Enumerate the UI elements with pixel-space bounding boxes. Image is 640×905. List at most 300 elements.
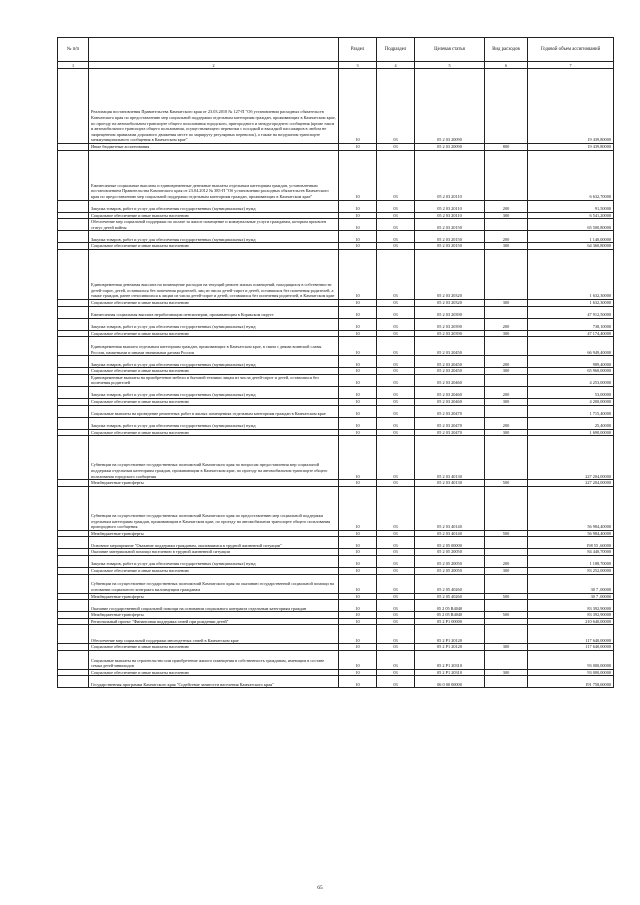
row-expense-type-cell: 300 bbox=[485, 398, 528, 405]
table-row bbox=[58, 69, 614, 144]
row-name-cell: Межбюджетные трансферты bbox=[89, 530, 339, 537]
row-name-cell: Единовременная денежная выплата на возмещение расходов на текущий ремонт жилых помещений, находящихся в собственности детей-сирот, детей, оставшихся без попечения родителей, лиц из числа детей-сирот и детей, оставшихся без попечения родителей, а также граждан, ранее относившихся к лицам из числа детей-сирот и детей, оставшихся без попечения родителей, в Камчатском крае bbox=[89, 249, 339, 299]
table-row bbox=[58, 530, 614, 537]
row-section-cell: 10 bbox=[339, 417, 377, 429]
row-amount-cell: 84 440,70000 bbox=[528, 549, 614, 556]
table-row bbox=[58, 669, 614, 676]
row-section-cell: 10 bbox=[339, 306, 377, 318]
row-section-cell: 10 bbox=[339, 69, 377, 144]
table-row bbox=[58, 356, 614, 368]
row-target-item-cell: 05 2 03 20150 bbox=[415, 219, 485, 231]
row-expense-type-cell bbox=[485, 600, 528, 612]
row-name-cell: Межбюджетные трансферты bbox=[89, 480, 339, 487]
row-expense-type-cell: 300 bbox=[485, 644, 528, 651]
row-target-item-cell: 05 2 03 20390 bbox=[415, 318, 485, 330]
table-row bbox=[58, 368, 614, 375]
row-section-cell: 10 bbox=[339, 200, 377, 212]
column-number: 4 bbox=[377, 62, 415, 69]
row-subsection-cell: 03 bbox=[377, 549, 415, 556]
row-subsection-cell: 03 bbox=[377, 530, 415, 537]
row-name-cell: Социальное обеспечение и иные выплаты населению bbox=[89, 212, 339, 219]
row-section-cell: 10 bbox=[339, 567, 377, 574]
row-name-cell: Ежемесячные социальные выплаты и единовременные денежные выплаты отдельным категориям граждан, установленным постановлением Правительства Камчатского края от 23.04.2012 № 385-П "Об установлении расходных обязательств Камчатского края по предоставлению мер социальной поддержки отдельным категориям граждан, проживающих в Камчатском крае" bbox=[89, 150, 339, 200]
row-subsection-cell: 03 bbox=[377, 436, 415, 480]
row-expense-type-cell: 200 bbox=[485, 555, 528, 567]
row-name-cell: Закупка товаров, работ и услуг для обеспечения государственных (муниципальных) нужд bbox=[89, 417, 339, 429]
row-expense-type-cell: 300 bbox=[485, 212, 528, 219]
row-subsection-cell: 03 bbox=[377, 318, 415, 330]
row-target-item-cell: 05 2 03 20320 bbox=[415, 299, 485, 306]
row-number-cell bbox=[58, 249, 89, 299]
row-expense-type-cell: 800 bbox=[485, 144, 528, 151]
row-subsection-cell: 03 bbox=[377, 480, 415, 487]
row-section-cell: 10 bbox=[339, 219, 377, 231]
row-section-cell: 10 bbox=[339, 144, 377, 151]
row-name-cell: Субвенции на осуществление государственных полномочий Камчатского края по вопросам предоставления мер социальной поддержки отдельным категориям граждан, проживающим в Камчатском крае, по проезду на автомобильном транспорте общего пользования городского сообщения bbox=[89, 436, 339, 480]
row-target-item-cell: 05 2 05 20050 bbox=[415, 549, 485, 556]
row-amount-cell: 91,50000 bbox=[528, 200, 614, 212]
row-number-cell bbox=[58, 537, 89, 549]
row-section-cell: 10 bbox=[339, 436, 377, 480]
row-target-item-cell: 05 2 03 20470 bbox=[415, 405, 485, 417]
row-name-cell: Социальное обеспечение и иные выплаты населению bbox=[89, 299, 339, 306]
row-name-cell: Социальное обеспечение и иные выплаты населению bbox=[89, 644, 339, 651]
row-expense-type-cell: 300 bbox=[485, 299, 528, 306]
table-row bbox=[58, 567, 614, 574]
table-row bbox=[58, 249, 614, 299]
row-section-cell: 10 bbox=[339, 368, 377, 375]
row-number-cell bbox=[58, 574, 89, 593]
row-subsection-cell: 03 bbox=[377, 405, 415, 417]
row-name-cell: Основное мероприятие "Оказание поддержки гражданам, оказавшимся в трудной жизненной ситуации" bbox=[89, 537, 339, 549]
row-number-cell bbox=[58, 69, 89, 144]
row-section-cell: 10 bbox=[339, 356, 377, 368]
row-amount-cell: 989,40000 bbox=[528, 356, 614, 368]
table-row bbox=[58, 574, 614, 593]
row-target-item-cell: 05 2 05 R4040 bbox=[415, 600, 485, 612]
row-expense-type-cell bbox=[485, 618, 528, 625]
row-subsection-cell: 03 bbox=[377, 368, 415, 375]
row-name-cell: Государственная программа Камчатского края "Содействие занятости населения Камчатского края" bbox=[89, 676, 339, 688]
table-row bbox=[58, 144, 614, 151]
row-section-cell: 10 bbox=[339, 249, 377, 299]
row-amount-cell: 66 949,40000 bbox=[528, 337, 614, 356]
row-subsection-cell: 03 bbox=[377, 337, 415, 356]
row-section-cell: 10 bbox=[339, 625, 377, 644]
row-target-item-cell: 05 2 03 20460 bbox=[415, 398, 485, 405]
row-number-cell bbox=[58, 530, 89, 537]
row-section-cell: 10 bbox=[339, 644, 377, 651]
row-target-item-cell: 05 2 03 20450 bbox=[415, 368, 485, 375]
row-name-cell: Закупка товаров, работ и услуг для обеспечения государственных (муниципальных) нужд bbox=[89, 318, 339, 330]
row-amount-cell: 19 439,80000 bbox=[528, 69, 614, 144]
row-name-cell: Реализация постановления Правительства Камчатского края от 23.03.2010 № 127-П "Об установлении расходных обязательств Камчатского края по предоставлению мер социальной поддержки отдельным категориям граждан, проживающих в Камчатском крае, по проезду на автомобильном транспорте общего пользования городского, пригородного и междугороднего сообщения (кроме такси и автомобильного транспорта общего пользования, осуществляющего перевозки с посадкой и высадкой пассажиров в любом не запрещенном правилами дорожного движения месте по маршруту регулярных перевозок), а также на воздушном транспорте межмуниципального сообщения в Камчатском крае" bbox=[89, 69, 339, 144]
row-subsection-cell: 03 bbox=[377, 374, 415, 386]
row-expense-type-cell bbox=[485, 574, 528, 593]
row-subsection-cell: 03 bbox=[377, 144, 415, 151]
row-name-cell: Единовременные выплаты на приобретение мебели и бытовой техники лицам из числа детей-сирот и детей, оставшихся без попечения родителей bbox=[89, 374, 339, 386]
row-name-cell: Межбюджетные трансферты bbox=[89, 612, 339, 619]
row-expense-type-cell: 300 bbox=[485, 243, 528, 250]
row-name-cell: Социальные выплаты на проведение ремонтных работ в жилых помещениях отдельным категориям граждан в Камчатском крае bbox=[89, 405, 339, 417]
table-row bbox=[58, 593, 614, 600]
row-number-cell bbox=[58, 555, 89, 567]
row-expense-type-cell: 200 bbox=[485, 417, 528, 429]
row-expense-type-cell: 200 bbox=[485, 318, 528, 330]
row-number-cell bbox=[58, 644, 89, 651]
row-amount-cell: 64 360,80000 bbox=[528, 243, 614, 250]
row-number-cell bbox=[58, 200, 89, 212]
row-number-cell bbox=[58, 405, 89, 417]
row-name-cell: Закупка товаров, работ и услуг для обеспечения государственных (муниципальных) нужд bbox=[89, 200, 339, 212]
row-amount-cell: 65 960,00000 bbox=[528, 368, 614, 375]
row-number-cell bbox=[58, 429, 89, 436]
table-row bbox=[58, 386, 614, 398]
row-subsection-cell: 03 bbox=[377, 231, 415, 243]
row-target-item-cell: 05 2 P1 20120 bbox=[415, 625, 485, 644]
row-name-cell: Социальное обеспечение и иные выплаты населению bbox=[89, 243, 339, 250]
row-target-item-cell: 05 2 03 20470 bbox=[415, 417, 485, 429]
table-row bbox=[58, 330, 614, 337]
row-target-item-cell: 05 2 03 20460 bbox=[415, 374, 485, 386]
row-expense-type-cell bbox=[485, 537, 528, 549]
row-subsection-cell: 03 bbox=[377, 574, 415, 593]
table-row bbox=[58, 200, 614, 212]
row-section-cell: 10 bbox=[339, 386, 377, 398]
row-number-cell bbox=[58, 374, 89, 386]
row-target-item-cell: 05 2 P1 00000 bbox=[415, 618, 485, 625]
row-amount-cell: 4 200,00000 bbox=[528, 398, 614, 405]
row-number-cell bbox=[58, 618, 89, 625]
row-amount-cell: 1 632,30000 bbox=[528, 249, 614, 299]
row-number-cell bbox=[58, 480, 89, 487]
row-target-item-cell: 06 0 00 00000 bbox=[415, 676, 485, 688]
table-row bbox=[58, 644, 614, 651]
row-name-cell: Оказание материальной помощи населению в трудной жизненной ситуации bbox=[89, 549, 339, 556]
row-number-cell bbox=[58, 144, 89, 151]
row-number-cell bbox=[58, 650, 89, 669]
row-subsection-cell: 03 bbox=[377, 537, 415, 549]
row-expense-type-cell bbox=[485, 549, 528, 556]
row-number-cell bbox=[58, 417, 89, 429]
row-amount-cell: 47 174,40000 bbox=[528, 330, 614, 337]
row-number-cell bbox=[58, 486, 89, 530]
row-amount-cell: 83 392,90000 bbox=[528, 612, 614, 619]
row-target-item-cell: 05 2 03 20450 bbox=[415, 356, 485, 368]
row-target-item-cell: 05 2 05 40260 bbox=[415, 593, 485, 600]
row-section-cell: 10 bbox=[339, 593, 377, 600]
row-amount-cell: 1 632,30000 bbox=[528, 299, 614, 306]
row-name-cell: Социальное обеспечение и иные выплаты населению bbox=[89, 368, 339, 375]
row-expense-type-cell bbox=[485, 436, 528, 480]
row-number-cell bbox=[58, 150, 89, 200]
row-section-cell: 10 bbox=[339, 650, 377, 669]
header-target-item: Целевая статья bbox=[415, 38, 485, 62]
row-expense-type-cell bbox=[485, 650, 528, 669]
row-amount-cell: 198 55 ,60000 bbox=[528, 537, 614, 549]
table-row bbox=[58, 486, 614, 530]
row-amount-cell: 19 439,80000 bbox=[528, 144, 614, 151]
table-row bbox=[58, 612, 614, 619]
row-amount-cell: 1 140,00000 bbox=[528, 231, 614, 243]
table-row bbox=[58, 150, 614, 200]
row-subsection-cell: 03 bbox=[377, 618, 415, 625]
row-subsection-cell: 03 bbox=[377, 612, 415, 619]
table-row bbox=[58, 555, 614, 567]
table-row bbox=[58, 299, 614, 306]
row-subsection-cell: 03 bbox=[377, 644, 415, 651]
row-number-cell bbox=[58, 398, 89, 405]
table-row bbox=[58, 625, 614, 644]
row-name-cell: Субвенции на осуществление государственных полномочий Камчатского края по предоставлению мер социальной поддержки отдельным категориям граждан, проживающим в Камчатском крае, по проезду на автомобильном транспорте общего пользования пригородного сообщения bbox=[89, 486, 339, 530]
row-amount-cell: 227 204,00000 bbox=[528, 436, 614, 480]
table-row bbox=[58, 429, 614, 436]
row-expense-type-cell: 500 bbox=[485, 530, 528, 537]
row-name-cell: Иные бюджетные ассигнования bbox=[89, 144, 339, 151]
row-section-cell: 10 bbox=[339, 486, 377, 530]
row-expense-type-cell bbox=[485, 150, 528, 200]
row-target-item-cell: 05 2 03 20110 bbox=[415, 200, 485, 212]
row-expense-type-cell bbox=[485, 219, 528, 231]
row-section-cell: 10 bbox=[339, 549, 377, 556]
table-body bbox=[58, 69, 614, 688]
row-number-cell bbox=[58, 600, 89, 612]
row-target-item-cell: 05 2 05 00000 bbox=[415, 537, 485, 549]
row-target-item-cell: 05 2 03 20110 bbox=[415, 212, 485, 219]
row-name-cell: Социальное обеспечение и иные выплаты населению bbox=[89, 398, 339, 405]
row-subsection-cell: 03 bbox=[377, 650, 415, 669]
column-number: 7 bbox=[528, 62, 614, 69]
row-amount-cell: 56 984,40000 bbox=[528, 486, 614, 530]
row-amount-cell: 210 640,00000 bbox=[528, 618, 614, 625]
row-name-cell: Социальное обеспечение и иные выплаты населению bbox=[89, 669, 339, 676]
row-amount-cell: 117 640,00000 bbox=[528, 644, 614, 651]
row-name-cell: Закупка товаров, работ и услуг для обеспечения государственных (муниципальных) нужд bbox=[89, 386, 339, 398]
row-expense-type-cell: 200 bbox=[485, 356, 528, 368]
row-expense-type-cell bbox=[485, 486, 528, 530]
row-expense-type-cell bbox=[485, 306, 528, 318]
header-subsection: Подраздел bbox=[377, 38, 415, 62]
row-expense-type-cell: 200 bbox=[485, 386, 528, 398]
row-target-item-cell: 05 2 05 20050 bbox=[415, 555, 485, 567]
row-name-cell: Обеспечение мер социальной поддержки по оплате за жилое помещение и коммунальные услуги гражданам, которым присвоен статус детей войны bbox=[89, 219, 339, 231]
table-row bbox=[58, 436, 614, 480]
row-target-item-cell: 05 2 03 20390 bbox=[415, 330, 485, 337]
header-section: Раздел bbox=[339, 38, 377, 62]
row-expense-type-cell: 500 bbox=[485, 593, 528, 600]
row-section-cell: 10 bbox=[339, 555, 377, 567]
row-subsection-cell: 03 bbox=[377, 676, 415, 688]
row-number-cell bbox=[58, 219, 89, 231]
row-name-cell: Закупка товаров, работ и услуг для обеспечения государственных (муниципальных) нужд bbox=[89, 555, 339, 567]
row-subsection-cell: 03 bbox=[377, 429, 415, 436]
row-number-cell bbox=[58, 436, 89, 480]
row-amount-cell: 65 500,80000 bbox=[528, 219, 614, 231]
table-row bbox=[58, 212, 614, 219]
row-amount-cell: 1 690,00000 bbox=[528, 429, 614, 436]
row-number-cell bbox=[58, 318, 89, 330]
table-row bbox=[58, 306, 614, 318]
row-target-item-cell: 05 2 03 40130 bbox=[415, 436, 485, 480]
row-expense-type-cell: 500 bbox=[485, 612, 528, 619]
row-number-cell bbox=[58, 330, 89, 337]
column-number: 1 bbox=[58, 62, 89, 69]
row-expense-type-cell bbox=[485, 337, 528, 356]
row-subsection-cell: 03 bbox=[377, 386, 415, 398]
row-section-cell: 10 bbox=[339, 150, 377, 200]
row-expense-type-cell bbox=[485, 249, 528, 299]
row-amount-cell: 6 632,70000 bbox=[528, 150, 614, 200]
row-number-cell bbox=[58, 306, 89, 318]
table-row bbox=[58, 676, 614, 688]
row-amount-cell: 30 7 ,00000 bbox=[528, 593, 614, 600]
row-amount-cell: 1 715,40000 bbox=[528, 405, 614, 417]
row-number-cell bbox=[58, 299, 89, 306]
row-subsection-cell: 03 bbox=[377, 243, 415, 250]
table-row bbox=[58, 600, 614, 612]
row-number-cell bbox=[58, 212, 89, 219]
budget-table bbox=[57, 37, 614, 688]
header-expense-type: Вид расходов bbox=[485, 38, 528, 62]
row-target-item-cell: 05 2 03 20090 bbox=[415, 69, 485, 144]
row-name-cell: Оказание государственной социальной помощи на основании социального контракта отдельным категориям граждан bbox=[89, 600, 339, 612]
row-number-cell bbox=[58, 231, 89, 243]
row-amount-cell: 25,40000 bbox=[528, 417, 614, 429]
row-subsection-cell: 03 bbox=[377, 299, 415, 306]
row-subsection-cell: 03 bbox=[377, 593, 415, 600]
table-row bbox=[58, 417, 614, 429]
row-subsection-cell: 03 bbox=[377, 600, 415, 612]
row-subsection-cell: 03 bbox=[377, 669, 415, 676]
row-number-cell bbox=[58, 669, 89, 676]
row-number-cell bbox=[58, 676, 89, 688]
row-name-cell: Социальное обеспечение и иные выплаты населению bbox=[89, 429, 339, 436]
table-row bbox=[58, 618, 614, 625]
row-number-cell bbox=[58, 356, 89, 368]
row-section-cell: 10 bbox=[339, 398, 377, 405]
row-target-item-cell: 05 2 03 20470 bbox=[415, 429, 485, 436]
row-expense-type-cell: 200 bbox=[485, 231, 528, 243]
row-target-item-cell: 05 2 P1 20120 bbox=[415, 644, 485, 651]
row-number-cell bbox=[58, 567, 89, 574]
row-number-cell bbox=[58, 368, 89, 375]
table-row bbox=[58, 337, 614, 356]
row-section-cell: 10 bbox=[339, 299, 377, 306]
row-target-item-cell: 05 2 05 40260 bbox=[415, 574, 485, 593]
table-row bbox=[58, 405, 614, 417]
row-number-cell bbox=[58, 625, 89, 644]
row-name-cell: Закупка товаров, работ и услуг для обеспечения государственных (муниципальных) нужд bbox=[89, 356, 339, 368]
row-target-item-cell: 05 2 03 20090 bbox=[415, 144, 485, 151]
table-row bbox=[58, 398, 614, 405]
row-subsection-cell: 03 bbox=[377, 356, 415, 368]
row-name-cell: Обеспечение мер социальной поддержки многодетных семей в Камчатском крае bbox=[89, 625, 339, 644]
row-target-item-cell: 05 2 P1 20310 bbox=[415, 669, 485, 676]
row-number-cell bbox=[58, 386, 89, 398]
table-row bbox=[58, 374, 614, 386]
row-expense-type-cell bbox=[485, 625, 528, 644]
row-section-cell: 10 bbox=[339, 374, 377, 386]
row-target-item-cell: 05 2 03 20320 bbox=[415, 249, 485, 299]
row-amount-cell: 738,10000 bbox=[528, 318, 614, 330]
column-number: 3 bbox=[339, 62, 377, 69]
row-subsection-cell: 03 bbox=[377, 69, 415, 144]
row-expense-type-cell: 300 bbox=[485, 368, 528, 375]
row-amount-cell: 47 912,50000 bbox=[528, 306, 614, 318]
row-name-cell: Закупка товаров, работ и услуг для обеспечения государственных (муниципальных) нужд bbox=[89, 231, 339, 243]
row-name-cell: Единовременная выплата отдельным категориям граждан, проживающих в Камчатском крае, в связи с днями воинской славы России, памятными и иными значимыми датами России bbox=[89, 337, 339, 356]
row-amount-cell: 191 758,60000 bbox=[528, 676, 614, 688]
row-section-cell: 10 bbox=[339, 669, 377, 676]
row-amount-cell: 4 253,00000 bbox=[528, 374, 614, 386]
table-row bbox=[58, 231, 614, 243]
row-subsection-cell: 03 bbox=[377, 555, 415, 567]
row-subsection-cell: 03 bbox=[377, 398, 415, 405]
column-number: 5 bbox=[415, 62, 485, 69]
row-section-cell: 10 bbox=[339, 231, 377, 243]
row-amount-cell: 53,00000 bbox=[528, 386, 614, 398]
row-subsection-cell: 03 bbox=[377, 625, 415, 644]
header-number: № п/п bbox=[58, 38, 89, 62]
table-header-row bbox=[58, 38, 614, 62]
row-name-cell: Субвенции на осуществление государственных полномочий Камчатского края по оказанию государственной социальной помощи на основании социального контракта малоимущим гражданам bbox=[89, 574, 339, 593]
row-section-cell: 10 bbox=[339, 537, 377, 549]
row-target-item-cell: 05 2 03 20150 bbox=[415, 243, 485, 250]
row-number-cell bbox=[58, 612, 89, 619]
table-row bbox=[58, 243, 614, 250]
row-number-cell bbox=[58, 593, 89, 600]
row-section-cell: 10 bbox=[339, 337, 377, 356]
row-target-item-cell: 05 2 03 20460 bbox=[415, 386, 485, 398]
column-number: 2 bbox=[89, 62, 339, 69]
row-subsection-cell: 03 bbox=[377, 330, 415, 337]
row-amount-cell: 93 000,00000 bbox=[528, 650, 614, 669]
row-subsection-cell: 03 bbox=[377, 567, 415, 574]
row-amount-cell: 227 204,00000 bbox=[528, 480, 614, 487]
row-subsection-cell: 03 bbox=[377, 306, 415, 318]
row-amount-cell: 6 541,20000 bbox=[528, 212, 614, 219]
table-column-numbers-row bbox=[58, 62, 614, 69]
row-section-cell: 10 bbox=[339, 330, 377, 337]
row-target-item-cell: 05 2 03 40140 bbox=[415, 486, 485, 530]
row-section-cell: 10 bbox=[339, 318, 377, 330]
row-amount-cell: 56 984,40000 bbox=[528, 530, 614, 537]
row-expense-type-cell: 500 bbox=[485, 480, 528, 487]
row-subsection-cell: 03 bbox=[377, 249, 415, 299]
row-name-cell: Межбюджетные трансферты bbox=[89, 593, 339, 600]
row-expense-type-cell: 300 bbox=[485, 669, 528, 676]
row-name-cell: Социальные выплаты на строительство или приобретение жилого помещения в собственность гражданам, имеющим в составе семьи детей-инвалидов bbox=[89, 650, 339, 669]
row-amount-cell: 83 392,90000 bbox=[528, 600, 614, 612]
row-subsection-cell: 03 bbox=[377, 486, 415, 530]
column-number: 6 bbox=[485, 62, 528, 69]
row-number-cell bbox=[58, 549, 89, 556]
table-row bbox=[58, 650, 614, 669]
row-name-cell: Региональный проект "Финансовая поддержка семей при рождении детей" bbox=[89, 618, 339, 625]
row-expense-type-cell: 300 bbox=[485, 429, 528, 436]
row-subsection-cell: 03 bbox=[377, 212, 415, 219]
row-section-cell: 10 bbox=[339, 405, 377, 417]
row-section-cell: 10 bbox=[339, 574, 377, 593]
row-subsection-cell: 03 bbox=[377, 219, 415, 231]
row-amount-cell: 93 000,00000 bbox=[528, 669, 614, 676]
table-row bbox=[58, 480, 614, 487]
row-subsection-cell: 03 bbox=[377, 150, 415, 200]
row-expense-type-cell: 300 bbox=[485, 330, 528, 337]
row-expense-type-cell bbox=[485, 676, 528, 688]
row-section-cell: 10 bbox=[339, 676, 377, 688]
table-row bbox=[58, 549, 614, 556]
